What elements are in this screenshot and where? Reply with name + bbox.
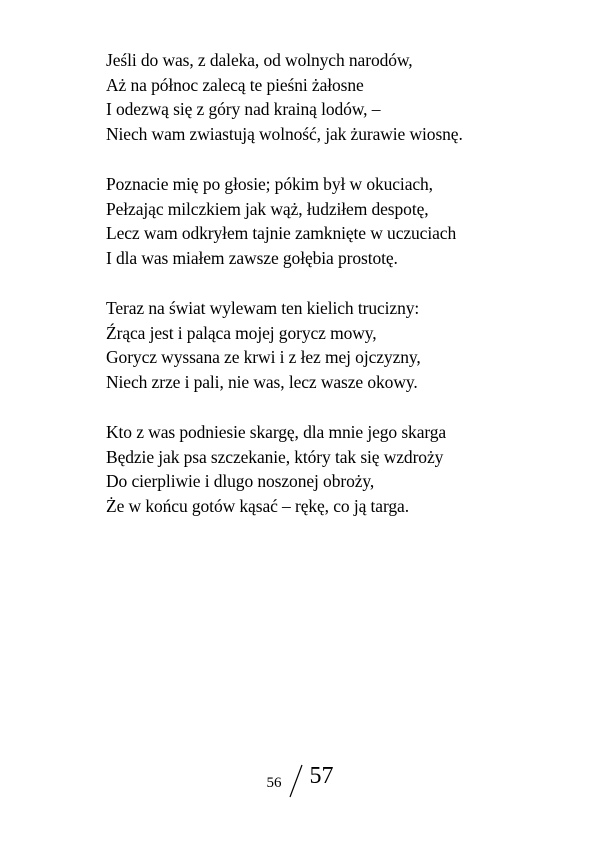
- poem-line: Niech zrze i pali, nie was, lecz wasze okowy.: [106, 371, 418, 392]
- poem-line: I dla was miałem zawsze gołębia prostotę.: [106, 247, 398, 268]
- poem-line: Pełzając milczkiem jak wąż, łudziłem despotę,: [106, 198, 429, 219]
- poem-line: Poznacie mię po głosie; pókim był w okuciach,: [106, 174, 433, 194]
- poem-line: Aż na północ zalecą te pieśni żałosne: [106, 74, 364, 95]
- total-pages-number: 57: [309, 762, 334, 789]
- poem-line: Niech wam zwiastują wolność, jak żurawie wiosnę.: [106, 123, 463, 144]
- poem-line: Kto z was podniesie skargę, dla mnie jego skarga: [106, 422, 447, 442]
- poem-text: [106, 48, 576, 544]
- stanza-1: [106, 48, 576, 146]
- poem-line: Gorycz wyssana ze krwi i z łez mej ojczyzny,: [106, 347, 421, 367]
- stanza-4: [106, 420, 576, 518]
- current-page-number: 56: [266, 774, 282, 791]
- page-separator-slash-icon: [289, 764, 303, 798]
- poem-line: Źrąca jest i paląca mojej gorycz mowy,: [106, 322, 377, 343]
- stanza-3: [106, 296, 576, 394]
- poem-line: Teraz na świat wylewam ten kielich trucizny:: [106, 298, 420, 318]
- poem-line: Będzie jak psa szczekanie, który tak się wzdroży: [106, 446, 444, 467]
- poem-line: Że w końcu gotów kąsać – rękę, co ją targa.: [106, 495, 409, 516]
- poem-line: Lecz wam odkryłem tajnie zamknięte w uczuciach: [106, 223, 457, 243]
- poem-line: Do cierpliwie i dlugo noszonej obroży,: [106, 471, 375, 491]
- poem-line: Jeśli do was, z daleka, od wolnych narodów,: [106, 50, 413, 70]
- stanza-2: [106, 172, 576, 270]
- poem-line: I odezwą się z góry nad krainą lodów, –: [106, 99, 381, 119]
- page-indicator: [0, 764, 600, 798]
